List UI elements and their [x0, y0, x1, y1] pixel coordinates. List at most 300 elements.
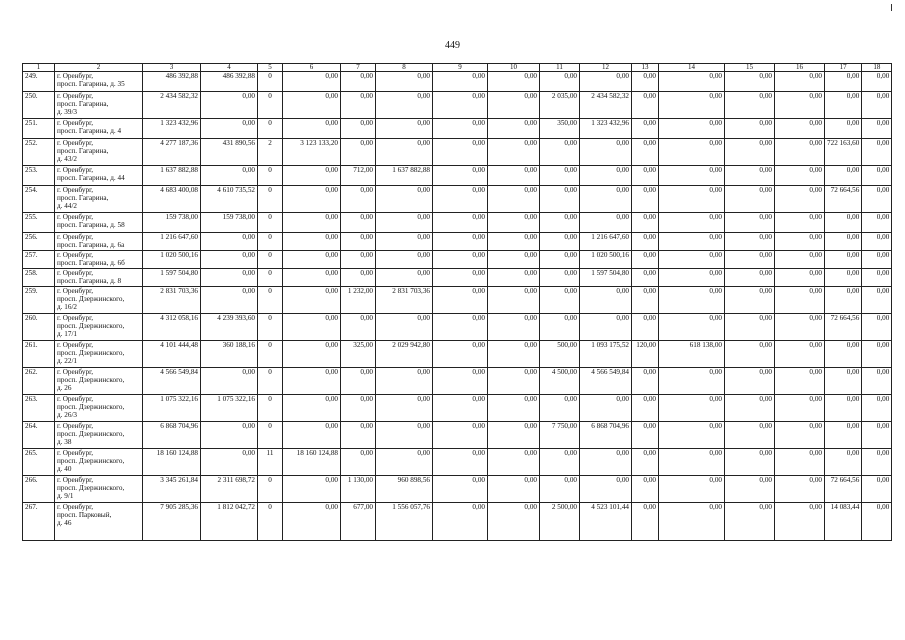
- column-header: 1: [23, 64, 55, 72]
- value-cell: 0,00: [283, 251, 341, 269]
- table-row: [23, 422, 892, 449]
- value-cell: 0,00: [725, 287, 775, 314]
- row-number: 261.: [23, 341, 55, 368]
- value-cell: 0,00: [488, 422, 540, 449]
- value-cell: 0,00: [341, 233, 376, 251]
- value-cell: 0,00: [775, 341, 825, 368]
- value-cell: 0,00: [283, 233, 341, 251]
- value-cell: 0,00: [632, 476, 659, 503]
- address-cell: [55, 341, 143, 368]
- value-cell: 431 890,56: [201, 139, 258, 166]
- value-cell: 4 500,00: [540, 368, 580, 395]
- value-cell: 0,00: [341, 251, 376, 269]
- value-cell: 159 738,00: [143, 213, 201, 233]
- value-cell: 0,00: [659, 449, 725, 476]
- value-cell: 0,00: [659, 251, 725, 269]
- value-cell: 0,00: [632, 368, 659, 395]
- value-cell: 0,00: [433, 341, 488, 368]
- value-cell: 0,00: [488, 368, 540, 395]
- value-cell: 0,00: [659, 269, 725, 287]
- value-cell: 0,00: [540, 269, 580, 287]
- address-line: просп. Гагарина,: [57, 147, 109, 155]
- value-cell: 0: [258, 269, 283, 287]
- value-cell: 0,00: [488, 449, 540, 476]
- address-line: г. Оренбург,: [57, 449, 94, 457]
- value-cell: 0,00: [862, 233, 892, 251]
- value-cell: 0,00: [376, 213, 433, 233]
- value-cell: 0,00: [376, 395, 433, 422]
- column-header: 7: [341, 64, 376, 72]
- value-cell: 0,00: [376, 139, 433, 166]
- value-cell: 0,00: [488, 139, 540, 166]
- value-cell: 0,00: [283, 503, 341, 541]
- value-cell: 72 664,56: [825, 476, 862, 503]
- value-cell: 0,00: [376, 422, 433, 449]
- value-cell: 0,00: [862, 314, 892, 341]
- value-cell: 1 020 500,16: [143, 251, 201, 269]
- address-cell: [55, 166, 143, 186]
- value-cell: 0,00: [632, 166, 659, 186]
- value-cell: 0,00: [862, 476, 892, 503]
- table-row: [23, 251, 892, 269]
- value-cell: 0,00: [201, 251, 258, 269]
- row-number: 262.: [23, 368, 55, 395]
- row-number: 254.: [23, 186, 55, 213]
- value-cell: 0,00: [775, 251, 825, 269]
- value-cell: 0,00: [341, 139, 376, 166]
- value-cell: 0: [258, 186, 283, 213]
- value-cell: 0,00: [433, 72, 488, 92]
- address-line: г. Оренбург,: [57, 213, 94, 221]
- value-cell: 0,00: [341, 368, 376, 395]
- value-cell: 0,00: [580, 213, 632, 233]
- address-line: д. 26: [57, 384, 72, 392]
- value-cell: 0,00: [283, 269, 341, 287]
- address-line: просп. Дзержинского,: [57, 349, 125, 357]
- value-cell: 0,00: [862, 92, 892, 119]
- value-cell: 0,00: [632, 213, 659, 233]
- row-number: 267.: [23, 503, 55, 541]
- value-cell: 1 093 175,52: [580, 341, 632, 368]
- table-row: [23, 476, 892, 503]
- value-cell: 0,00: [201, 166, 258, 186]
- value-cell: 0,00: [283, 476, 341, 503]
- table-row: [23, 368, 892, 395]
- address-line: д. 16/2: [57, 303, 78, 311]
- address-cell: [55, 395, 143, 422]
- value-cell: 0,00: [632, 287, 659, 314]
- value-cell: 0,00: [201, 422, 258, 449]
- value-cell: 0,00: [201, 92, 258, 119]
- value-cell: 159 738,00: [201, 213, 258, 233]
- value-cell: 0,00: [632, 395, 659, 422]
- value-cell: 1 075 322,16: [201, 395, 258, 422]
- value-cell: 0,00: [376, 269, 433, 287]
- value-cell: 0,00: [659, 314, 725, 341]
- address-line: д. 44/2: [57, 202, 78, 210]
- value-cell: 1 216 647,60: [143, 233, 201, 251]
- value-cell: 486 392,88: [201, 72, 258, 92]
- value-cell: 0,00: [488, 233, 540, 251]
- value-cell: 7 750,00: [540, 422, 580, 449]
- value-cell: 0,00: [632, 314, 659, 341]
- value-cell: 18 160 124,88: [283, 449, 341, 476]
- value-cell: 0,00: [775, 186, 825, 213]
- address-line: д. 46: [57, 519, 72, 527]
- value-cell: 0,00: [283, 119, 341, 139]
- row-number: 259.: [23, 287, 55, 314]
- value-cell: 0,00: [659, 476, 725, 503]
- value-cell: 0,00: [632, 186, 659, 213]
- value-cell: 0,00: [433, 287, 488, 314]
- value-cell: 0,00: [862, 287, 892, 314]
- value-cell: 0,00: [283, 166, 341, 186]
- value-cell: 0,00: [580, 72, 632, 92]
- value-cell: 0,00: [825, 341, 862, 368]
- value-cell: 2 434 582,32: [143, 92, 201, 119]
- value-cell: 0,00: [659, 139, 725, 166]
- value-cell: 0,00: [825, 213, 862, 233]
- value-cell: 6 868 704,96: [143, 422, 201, 449]
- column-header: 18: [862, 64, 892, 72]
- value-cell: 0,00: [341, 119, 376, 139]
- address-line: просп. Парковый,: [57, 511, 112, 519]
- value-cell: 0,00: [659, 233, 725, 251]
- value-cell: 0,00: [659, 422, 725, 449]
- address-line: просп. Гагарина, д. 44: [57, 174, 125, 182]
- value-cell: 0,00: [341, 72, 376, 92]
- value-cell: 0,00: [433, 368, 488, 395]
- address-cell: [55, 422, 143, 449]
- value-cell: 1 637 882,88: [143, 166, 201, 186]
- value-cell: 0,00: [341, 186, 376, 213]
- value-cell: 2 035,00: [540, 92, 580, 119]
- value-cell: 0,00: [580, 139, 632, 166]
- row-number: 266.: [23, 476, 55, 503]
- value-cell: 0,00: [632, 119, 659, 139]
- value-cell: 0,00: [825, 119, 862, 139]
- table-row: [23, 341, 892, 368]
- value-cell: 0: [258, 503, 283, 541]
- address-line: г. Оренбург,: [57, 368, 94, 376]
- address-line: просп. Дзержинского,: [57, 484, 125, 492]
- column-header: 15: [725, 64, 775, 72]
- value-cell: 0,00: [825, 92, 862, 119]
- table-row: [23, 449, 892, 476]
- value-cell: 0,00: [632, 251, 659, 269]
- value-cell: 0,00: [862, 395, 892, 422]
- value-cell: 0,00: [433, 314, 488, 341]
- value-cell: 0,00: [540, 186, 580, 213]
- value-cell: 0,00: [725, 139, 775, 166]
- value-cell: 0,00: [659, 186, 725, 213]
- value-cell: 0,00: [488, 92, 540, 119]
- value-cell: 0,00: [659, 213, 725, 233]
- value-cell: 0,00: [775, 314, 825, 341]
- value-cell: 3 123 133,20: [283, 139, 341, 166]
- address-line: просп. Дзержинского,: [57, 457, 125, 465]
- value-cell: 0,00: [488, 166, 540, 186]
- value-cell: 0,00: [283, 92, 341, 119]
- address-line: г. Оренбург,: [57, 251, 94, 259]
- column-header: 11: [540, 64, 580, 72]
- value-cell: 0: [258, 287, 283, 314]
- value-cell: 0,00: [632, 233, 659, 251]
- value-cell: 0,00: [580, 287, 632, 314]
- value-cell: 0,00: [433, 213, 488, 233]
- value-cell: 1 812 042,72: [201, 503, 258, 541]
- value-cell: 0: [258, 251, 283, 269]
- value-cell: 0,00: [580, 166, 632, 186]
- value-cell: 0,00: [433, 269, 488, 287]
- address-cell: [55, 368, 143, 395]
- table-row: [23, 287, 892, 314]
- value-cell: 0,00: [580, 449, 632, 476]
- row-number: 258.: [23, 269, 55, 287]
- address-line: просп. Гагарина, д. 35: [57, 80, 125, 88]
- value-cell: 0,00: [376, 72, 433, 92]
- value-cell: 0,00: [659, 72, 725, 92]
- value-cell: 0,00: [862, 166, 892, 186]
- address-line: д. 40: [57, 465, 72, 473]
- value-cell: 4 277 187,36: [143, 139, 201, 166]
- value-cell: 0,00: [433, 503, 488, 541]
- value-cell: 4 610 735,52: [201, 186, 258, 213]
- value-cell: 0,00: [540, 233, 580, 251]
- value-cell: 0,00: [580, 476, 632, 503]
- value-cell: 325,00: [341, 341, 376, 368]
- value-cell: 0,00: [341, 449, 376, 476]
- value-cell: 0,00: [775, 422, 825, 449]
- value-cell: 0,00: [862, 119, 892, 139]
- column-header: 8: [376, 64, 433, 72]
- value-cell: 0,00: [433, 251, 488, 269]
- column-header: 4: [201, 64, 258, 72]
- value-cell: 0,00: [659, 287, 725, 314]
- value-cell: 0,00: [488, 269, 540, 287]
- value-cell: 4 239 393,60: [201, 314, 258, 341]
- value-cell: 0,00: [725, 166, 775, 186]
- value-cell: 0,00: [725, 233, 775, 251]
- value-cell: 0,00: [580, 314, 632, 341]
- value-cell: 0,00: [632, 422, 659, 449]
- value-cell: 0,00: [659, 92, 725, 119]
- address-line: д. 39/3: [57, 108, 78, 116]
- value-cell: 0,00: [862, 341, 892, 368]
- value-cell: 0,00: [632, 449, 659, 476]
- value-cell: 0,00: [825, 287, 862, 314]
- address-cell: [55, 503, 143, 541]
- table-row: [23, 395, 892, 422]
- address-line: просп. Гагарина, д. 58: [57, 221, 125, 229]
- value-cell: 0,00: [725, 186, 775, 213]
- value-cell: 0: [258, 395, 283, 422]
- value-cell: 1 232,00: [341, 287, 376, 314]
- value-cell: 0,00: [433, 395, 488, 422]
- value-cell: 0,00: [825, 251, 862, 269]
- value-cell: 500,00: [540, 341, 580, 368]
- value-cell: 2 434 582,32: [580, 92, 632, 119]
- value-cell: 677,00: [341, 503, 376, 541]
- value-cell: 0: [258, 314, 283, 341]
- edge-tick-mark: [891, 4, 892, 11]
- address-cell: [55, 269, 143, 287]
- value-cell: 0,00: [341, 92, 376, 119]
- value-cell: 0,00: [632, 72, 659, 92]
- value-cell: 0,00: [540, 139, 580, 166]
- value-cell: 618 138,00: [659, 341, 725, 368]
- column-header: 5: [258, 64, 283, 72]
- value-cell: 0,00: [341, 269, 376, 287]
- address-cell: [55, 119, 143, 139]
- value-cell: 0,00: [725, 92, 775, 119]
- value-cell: 0,00: [201, 233, 258, 251]
- value-cell: 0,00: [540, 314, 580, 341]
- value-cell: 2 831 703,36: [376, 287, 433, 314]
- value-cell: 0,00: [632, 269, 659, 287]
- table-row: [23, 269, 892, 287]
- value-cell: 0,00: [775, 92, 825, 119]
- address-line: г. Оренбург,: [57, 186, 94, 194]
- value-cell: 0,00: [862, 422, 892, 449]
- value-cell: 0,00: [725, 503, 775, 541]
- value-cell: 0,00: [488, 186, 540, 213]
- value-cell: 0,00: [862, 213, 892, 233]
- value-cell: 0,00: [283, 395, 341, 422]
- value-cell: 0,00: [775, 213, 825, 233]
- value-cell: 0,00: [775, 503, 825, 541]
- address-cell: [55, 314, 143, 341]
- value-cell: 0,00: [825, 395, 862, 422]
- address-line: просп. Гагарина, д. 4: [57, 127, 122, 135]
- address-line: г. Оренбург,: [57, 395, 94, 403]
- value-cell: 0,00: [376, 233, 433, 251]
- value-cell: 0,00: [775, 395, 825, 422]
- table-row: [23, 213, 892, 233]
- value-cell: 0,00: [433, 233, 488, 251]
- value-cell: 0,00: [580, 395, 632, 422]
- value-cell: 0,00: [341, 314, 376, 341]
- value-cell: 0,00: [540, 395, 580, 422]
- value-cell: 0,00: [725, 72, 775, 92]
- value-cell: 0,00: [540, 449, 580, 476]
- address-line: г. Оренбург,: [57, 269, 94, 277]
- column-header: 17: [825, 64, 862, 72]
- value-cell: 712,00: [341, 166, 376, 186]
- value-cell: 0,00: [341, 213, 376, 233]
- value-cell: 0,00: [725, 341, 775, 368]
- value-cell: 0,00: [201, 287, 258, 314]
- address-cell: [55, 213, 143, 233]
- value-cell: 360 188,16: [201, 341, 258, 368]
- value-cell: 0,00: [775, 139, 825, 166]
- value-cell: 0,00: [725, 395, 775, 422]
- column-header: 13: [632, 64, 659, 72]
- value-cell: 1 323 432,96: [580, 119, 632, 139]
- value-cell: 0,00: [201, 269, 258, 287]
- table-row: [23, 503, 892, 541]
- value-cell: 120,00: [632, 341, 659, 368]
- value-cell: 0,00: [775, 287, 825, 314]
- value-cell: 0,00: [341, 395, 376, 422]
- address-line: просп. Гагарина,: [57, 194, 109, 202]
- address-line: д. 38: [57, 438, 72, 446]
- address-cell: [55, 72, 143, 92]
- row-number: 264.: [23, 422, 55, 449]
- value-cell: 0,00: [862, 72, 892, 92]
- value-cell: 0,00: [433, 119, 488, 139]
- value-cell: 0,00: [488, 395, 540, 422]
- value-cell: 0,00: [659, 166, 725, 186]
- address-line: д. 22/1: [57, 357, 78, 365]
- address-cell: [55, 251, 143, 269]
- value-cell: 0,00: [488, 341, 540, 368]
- address-line: г. Оренбург,: [57, 72, 94, 80]
- value-cell: 0,00: [201, 449, 258, 476]
- address-line: г. Оренбург,: [57, 119, 94, 127]
- value-cell: 1 597 504,80: [143, 269, 201, 287]
- row-number: 250.: [23, 92, 55, 119]
- address-line: д. 17/1: [57, 330, 78, 338]
- value-cell: 0: [258, 476, 283, 503]
- row-number: 263.: [23, 395, 55, 422]
- address-line: просп. Дзержинского,: [57, 403, 125, 411]
- value-cell: 1 075 322,16: [143, 395, 201, 422]
- value-cell: 0,00: [825, 233, 862, 251]
- value-cell: 1 020 500,16: [580, 251, 632, 269]
- address-line: просп. Гагарина, д. 6б: [57, 259, 125, 267]
- value-cell: 0,00: [376, 92, 433, 119]
- value-cell: 1 637 882,88: [376, 166, 433, 186]
- address-line: д. 9/1: [57, 492, 74, 500]
- address-line: г. Оренбург,: [57, 166, 94, 174]
- value-cell: 0,00: [725, 119, 775, 139]
- value-cell: 0,00: [775, 449, 825, 476]
- value-cell: 0,00: [201, 368, 258, 395]
- value-cell: 0,00: [488, 213, 540, 233]
- value-cell: 0,00: [659, 368, 725, 395]
- value-cell: 0,00: [376, 186, 433, 213]
- value-cell: 14 083,44: [825, 503, 862, 541]
- value-cell: 0,00: [433, 92, 488, 119]
- address-line: д. 26/3: [57, 411, 78, 419]
- address-line: просп. Гагарина,: [57, 100, 109, 108]
- column-header: 16: [775, 64, 825, 72]
- value-cell: 0,00: [488, 314, 540, 341]
- value-cell: 0,00: [862, 503, 892, 541]
- value-cell: 0,00: [540, 166, 580, 186]
- value-cell: 0,00: [488, 251, 540, 269]
- value-cell: 2: [258, 139, 283, 166]
- address-line: г. Оренбург,: [57, 233, 94, 241]
- value-cell: 0,00: [775, 476, 825, 503]
- value-cell: 1 556 057,76: [376, 503, 433, 541]
- column-header: 9: [433, 64, 488, 72]
- value-cell: 0,00: [488, 72, 540, 92]
- value-cell: 2 311 698,72: [201, 476, 258, 503]
- value-cell: 0: [258, 119, 283, 139]
- value-cell: 0,00: [632, 139, 659, 166]
- address-cell: [55, 287, 143, 314]
- address-line: просп. Дзержинского,: [57, 322, 125, 330]
- value-cell: 0,00: [725, 251, 775, 269]
- value-cell: 0,00: [433, 139, 488, 166]
- value-cell: 0,00: [862, 186, 892, 213]
- value-cell: 0,00: [825, 449, 862, 476]
- value-cell: 0,00: [725, 422, 775, 449]
- value-cell: 0,00: [825, 422, 862, 449]
- address-line: просп. Дзержинского,: [57, 430, 125, 438]
